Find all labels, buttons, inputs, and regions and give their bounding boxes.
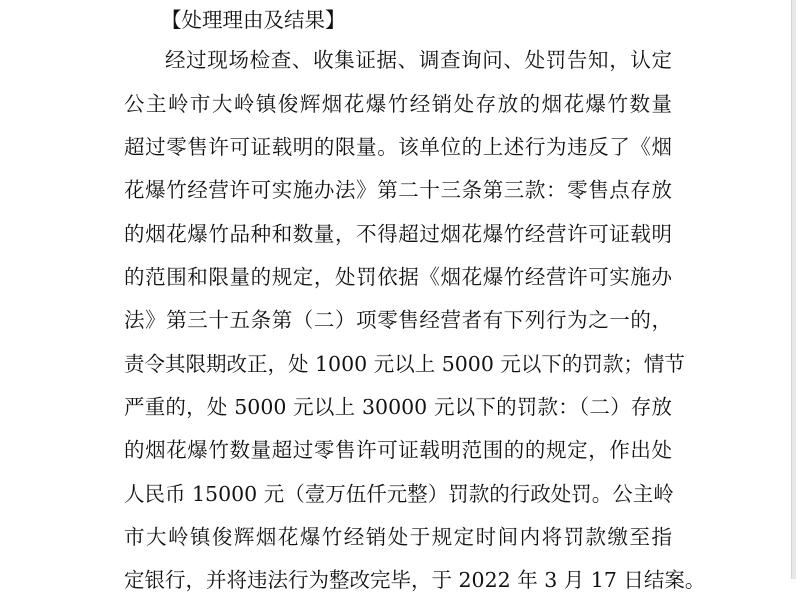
section-heading: 【处理理由及结果】 [161, 8, 346, 32]
paragraph-line: 法》第三十五条第（二）项零售经营者有下列行为之一的， [124, 308, 672, 332]
paragraph-line: 经过现场检查、收集证据、调查询问、处罚告知，认定 [165, 48, 672, 72]
paragraph-line: 市大岭镇俊辉烟花爆竹经销处于规定时间内将罚款缴至指 [124, 525, 672, 549]
paragraph-line: 责令其限期改正，处 1000 元以上 5000 元以下的罚款；情节 [124, 352, 685, 376]
paragraph-line: 定银行，并将违法行为整改完毕，于 2022 年 3 月 17 日结案。 [124, 568, 706, 592]
paragraph-line: 人民币 15000 元（壹万伍仟元整）罚款的行政处罚。公主岭 [124, 482, 674, 506]
paragraph-line: 的烟花爆竹数量超过零售许可证载明范围的的规定，作出处 [124, 438, 672, 462]
paragraph-line: 的范围和限量的规定，处罚依据《烟花爆竹经营许可实施办 [124, 265, 672, 289]
paragraph-line: 的烟花爆竹品种和数量，不得超过烟花爆竹经营许可证载明 [124, 222, 672, 246]
paragraph-line: 超过零售许可证载明的限量。该单位的上述行为违反了《烟 [124, 135, 672, 159]
paragraph-line: 公主岭市大岭镇俊辉烟花爆竹经销处存放的烟花爆竹数量 [124, 92, 672, 116]
page-edge-divider [791, 0, 796, 579]
paragraph-line: 花爆竹经营许可实施办法》第二十三条第三款：零售点存放 [124, 178, 672, 202]
paragraph-line: 严重的，处 5000 元以上 30000 元以下的罚款：（二）存放 [124, 395, 672, 419]
